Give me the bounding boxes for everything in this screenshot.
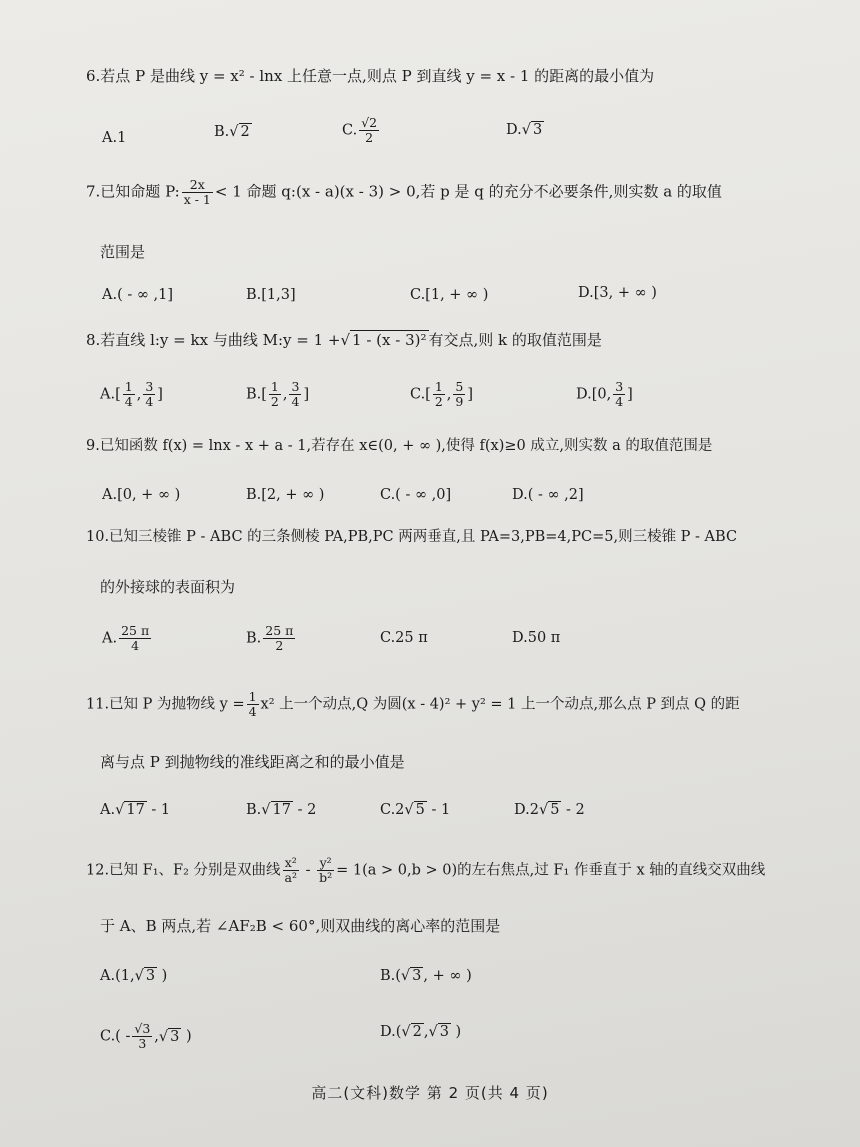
q11-option-c: C.2√ 5 - 1	[380, 802, 451, 818]
q6-option-a: A.1	[102, 130, 127, 146]
question-12-stem: 12.已知 F₁、F₂ 分别是双曲线 $\frac{\text{x²}}{\text{a²}}$ - $\frac{\text{y²}}{\text{b²}}$ = 1(a > 0,b > 0)的左右焦点,过 F₁ 作垂直于 x 轴的直线交双曲线	[86, 855, 766, 885]
q8-option-b: B.[ $\frac{1}{2}$ , $\frac{3}{4}$ ]	[246, 379, 310, 409]
question-11-stem: 11.已知 P 为抛物线 y = $\frac{1}{4}$ x² 上一个动点,Q 为圆(x - 4)² + y² = 1 上一个动点,那么点 P 到点 Q 的距	[86, 689, 740, 719]
q11-option-a: A.√ 17 - 1	[100, 802, 171, 818]
question-10-stem: 10.已知三棱锥 P - ABC 的三条侧棱 PA,PB,PC 两两垂直,且 PA=3,PB=4,PC=5,则三棱锥 P - ABC	[86, 529, 738, 545]
q10-option-d: D.50 π	[512, 630, 561, 646]
q9-option-a: A.[0, + ∞ )	[102, 487, 181, 503]
q8-option-a: A.[ $\frac{1}{4}$ , $\frac{3}{4}$ ]	[100, 379, 163, 409]
question-7-stem: 7.已知命题 P: $\frac{2x}{x - 1}$ < 1 命题 q:(x - a)(x - 3) > 0,若 p 是 q 的充分不必要条件,则实数 a 的取值	[86, 177, 722, 207]
q6-option-d: D.√ 3	[506, 122, 543, 138]
q9-option-b: B.[2, + ∞ )	[246, 487, 325, 503]
q9-option-c: C.( - ∞ ,0]	[380, 487, 452, 503]
q10-option-a: A. $\frac{25 \pi}{4}$	[102, 623, 150, 653]
question-9-stem: 9.已知函数 f(x) = lnx - x + a - 1,若存在 x∈(0, + ∞ ),使得 f(x)≥0 成立,则实数 a 的取值范围是	[86, 438, 713, 454]
q12-option-c: C.( - $\frac{√3}{3}$ ,√ 3 )	[100, 1021, 192, 1051]
question-6-stem: 6.若点 P 是曲线 y = x² - lnx 上任意一点,则点 P 到直线 y = x - 1 的距离的最小值为	[86, 67, 655, 85]
q6-option-b: B.√ 2	[214, 124, 250, 140]
q11-option-d: D.2√ 5 - 2	[514, 802, 585, 818]
q12-option-a: A.(1,√ 3 )	[100, 968, 168, 984]
q12-option-d: D.(√ 2 ,√ 3 )	[380, 1024, 462, 1040]
question-10-stem-cont: 的外接球的表面积为	[100, 578, 236, 596]
q11-option-b: B.√ 17 - 2	[246, 802, 317, 818]
q7-option-a: A.( - ∞ ,1]	[102, 287, 174, 303]
q10-option-b: B. $\frac{25 \pi}{2}$	[246, 623, 294, 653]
question-7-stem-cont: 范围是	[100, 243, 146, 261]
q7-option-b: B.[1,3]	[246, 287, 296, 303]
q7-option-d: D.[3, + ∞ )	[578, 285, 657, 301]
q7-option-c: C.[1, + ∞ )	[410, 287, 489, 303]
question-11-stem-cont: 离与点 P 到抛物线的准线距离之和的最小值是	[100, 753, 405, 771]
question-8-stem: 8.若直线 l:y = kx 与曲线 M:y = 1 +√ 1 - (x - 3)² 有交点,则 k 的取值范围是	[86, 331, 602, 349]
q8-option-d: D.[0, $\frac{3}{4}$ ]	[576, 379, 633, 409]
question-12-stem-cont: 于 A、B 两点,若 ∠AF₂B < 60°,则双曲线的离心率的范围是	[100, 917, 501, 935]
page-footer: 高二(文科)数学 第 2 页(共 4 页)	[311, 1084, 549, 1102]
q12-option-b: B.(√ 3 , + ∞ )	[380, 968, 472, 984]
q8-option-c: C.[ $\frac{1}{2}$ , $\frac{5}{9}$ ]	[410, 379, 474, 409]
q6-option-c: C. $\frac{√2}{2}$	[342, 115, 378, 145]
q10-option-c: C.25 π	[380, 630, 428, 646]
q9-option-d: D.( - ∞ ,2]	[512, 487, 584, 503]
